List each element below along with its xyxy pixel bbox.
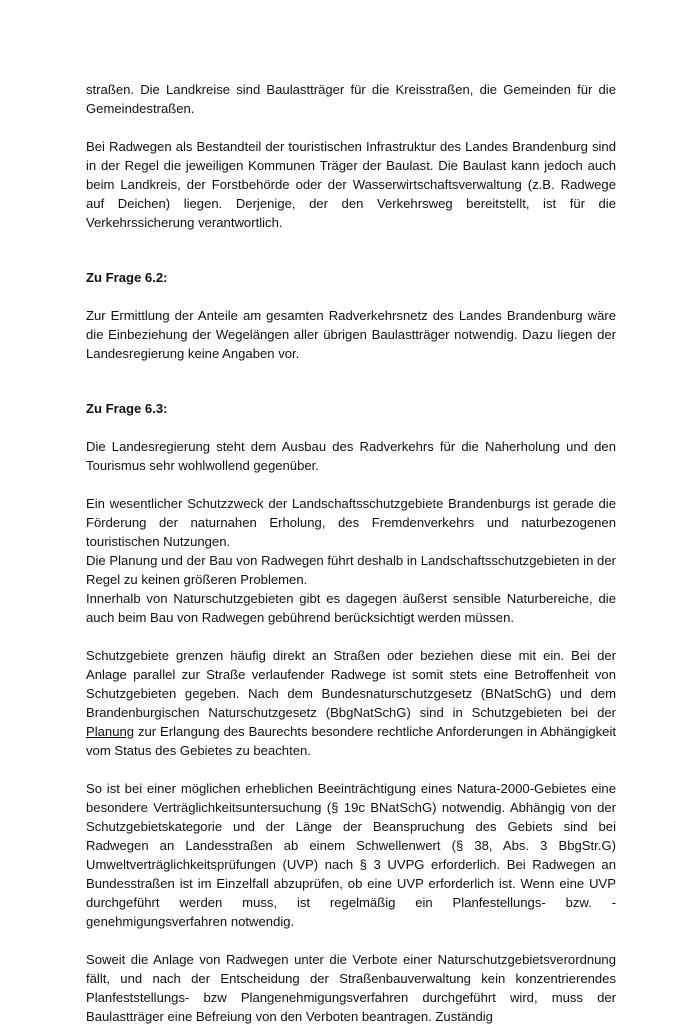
paragraph-schutzgebiete-text-end: zur Erlangung des Baurechts besondere rechtliche Anforderungen in Abhängigkeit vom Status des Gebietes zu beachten. <box>86 724 616 758</box>
paragraph-radverkehrsnetz: Zur Ermittlung der Anteile am gesamten Radverkehrsnetz des Landes Brandenburg wäre die Einbeziehung der Wegelängen aller übrigen Baulastträger notwendig. Dazu liegen der Landesregierung keine Angaben vor. <box>86 308 616 361</box>
paragraph-schutzgebiete-strassen <box>86 646 616 760</box>
heading-frage-6-2: Zu Frage 6.2: <box>86 270 168 285</box>
paragraph-natura-2000: So ist bei einer möglichen erheblichen Beeinträchtigung eines Natura-2000-Gebietes eine besondere Verträglichkeitsuntersuchung (§ 19c BNatSchG) notwendig. Abhängig von der Schutzgebietskategorie und der Länge der Beanspruchung des Gebiets sind bei Radwegen an Landesstraßen ab einem Schwellenwert (§ 38, Abs. 3 BbgStr.G) Umweltverträglichkeitsprüfungen (UVP) nach § 3 UVPG erforderlich. Bei Radwegen an Bundesstraßen ist im Einzelfall abzuprüfen, ob eine UVP erforderlich ist. Wenn eine UVP durchgeführt werden muss, ist regelmäßig ein Planfestellungs- bzw. -genehmigungsverfahren notwendig. <box>86 781 616 929</box>
paragraph-befreiung-verbote: Soweit die Anlage von Radwegen unter die Verbote einer Naturschutzgebietsverordnung fällt, und nach der Entscheidung der Straßenbauverwaltung kein konzentrierendes Planfeststellungs- bzw Plangenehmigungsverfahren durchgeführt wird, muss der Baulastträger eine Befreiung von den Verboten beantragen. Zuständig <box>86 952 616 1024</box>
paragraph-naturschutzgebiete: Innerhalb von Naturschutzgebieten gibt es dagegen äußerst sensible Naturbereiche, die auch beim Bau von Radwegen gebührend berücksichtigt werden müssen. <box>86 591 616 625</box>
paragraph-schutzgebiete-text-start: Schutzgebiete grenzen häufig direkt an Straßen oder beziehen diese mit ein. Bei der Anlage parallel zur Straße verlaufender Radwege ist somit stets eine Betroffenheit von Schutzgebieten gegeben. Nach dem Bundesnaturschutzgesetz (BNatSchG) und dem Brandenburgischen Naturschutzgesetz (BbgNatSchG) sind in Schutzgebieten bei der <box>86 648 616 720</box>
heading-frage-6-3: Zu Frage 6.3: <box>86 401 168 416</box>
paragraph-baulast-strassen: straßen. Die Landkreise sind Baulastträger für die Kreisstraßen, die Gemeinden für die Gemeindestraßen. <box>86 82 616 116</box>
paragraph-ausbau-radverkehr: Die Landesregierung steht dem Ausbau des Radverkehrs für die Naherholung und den Tourismus sehr wohlwollend gegenüber. <box>86 439 616 473</box>
document-page <box>86 80 616 1026</box>
paragraph-landschaftsschutzgebiete: Ein wesentlicher Schutzzweck der Landschaftsschutzgebiete Brandenburgs ist gerade die Förderung der naturnahen Erholung, des Fremdenverkehrs und naturbezogenen touristischen Nutzungen. <box>86 496 616 549</box>
paragraph-radwege-baulast: Bei Radwegen als Bestandteil der touristischen Infrastruktur des Landes Brandenburg sind in der Regel die jeweiligen Kommunen Träger der Baulast. Die Baulast kann jedoch auch beim Landkreis, der Forstbehörde oder der Wasserwirtschaftsverwaltung (z.B. Radwege auf Deichen) liegen. Derjenige, der den Verkehrsweg bereitstellt, ist für die Verkehrssicherung verantwortlich. <box>86 139 616 230</box>
paragraph-planung-radwege: Die Planung und der Bau von Radwegen führt deshalb in Landschaftsschutzgebieten in der Regel zu keinen größeren Problemen. <box>86 553 616 587</box>
underlined-planung: Planung <box>86 724 135 739</box>
